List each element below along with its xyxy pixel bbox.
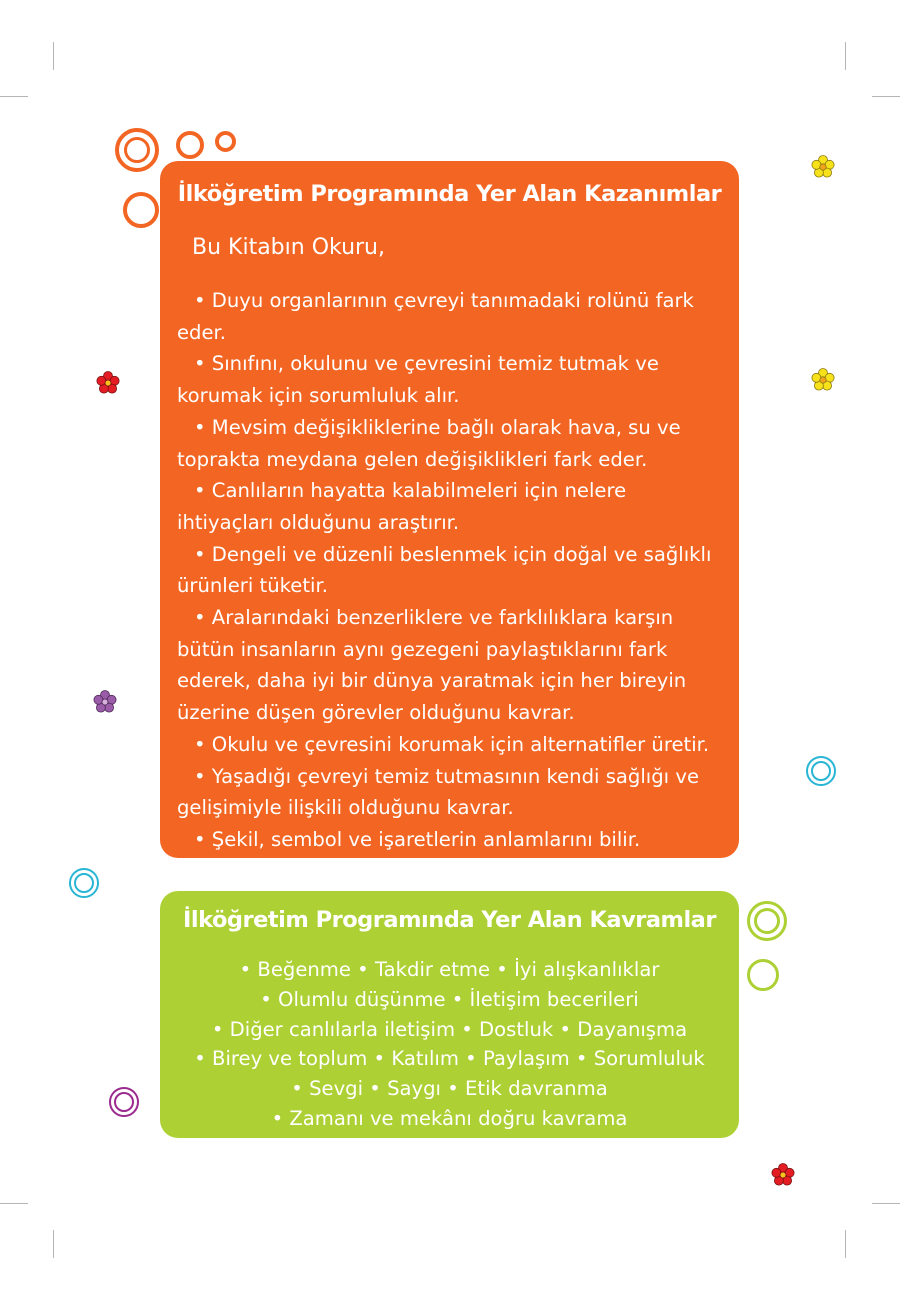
kazanimlar-list bbox=[177, 285, 725, 856]
decorative-ring bbox=[811, 761, 831, 781]
list-item: • Aralarındaki benzerliklere ve farklılıklara karşın bütün insanların aynı gezegeni paylaştıklarını fark ederek, daha iyi bir dünya yaratmak için her bireyin üzerine düşen görevler olduğunu kavrar. bbox=[177, 602, 725, 729]
crop-mark bbox=[872, 96, 900, 97]
flower-icon bbox=[770, 1162, 796, 1188]
list-item: • Canlıların hayatta kalabilmeleri için nelere ihtiyaçları olduğunu araştırır. bbox=[177, 475, 725, 538]
crop-mark bbox=[53, 42, 54, 70]
decorative-ring bbox=[215, 131, 236, 152]
kazanimlar-title: İlköğretim Programında Yer Alan Kazanımlar bbox=[177, 181, 722, 207]
crop-mark bbox=[0, 1203, 28, 1204]
decorative-ring bbox=[123, 192, 159, 228]
decorative-ring bbox=[754, 908, 780, 934]
decorative-ring bbox=[114, 1092, 134, 1112]
crop-mark bbox=[53, 1230, 54, 1258]
list-item: • Okulu ve çevresini korumak için alternatifler üretir. bbox=[177, 729, 725, 761]
kazanimlar-panel bbox=[160, 161, 739, 858]
list-item: • Yaşadığı çevreyi temiz tutmasının kendi sağlığı ve gelişimiyle ilişkili olduğunu kavrar. bbox=[177, 761, 725, 824]
decorative-ring bbox=[747, 959, 779, 991]
decorative-ring bbox=[124, 137, 150, 163]
decorative-ring bbox=[74, 873, 94, 893]
reader-intro: Bu Kitabın Okuru, bbox=[192, 235, 385, 260]
list-item: • Sınıfını, okulunu ve çevresini temiz tutmak ve korumak için sorumluluk alır. bbox=[177, 348, 725, 411]
kavramlar-list bbox=[160, 955, 739, 1134]
flower-icon bbox=[95, 370, 121, 396]
list-item: • Duyu organlarının çevreyi tanımadaki rolünü fark eder. bbox=[177, 285, 725, 348]
list-item: • Şekil, sembol ve işaretlerin anlamlarını bilir. bbox=[177, 824, 725, 856]
list-item: • Diğer canlılarla iletişim • Dostluk • Dayanışma bbox=[211, 1017, 688, 1041]
list-item: • Birey ve toplum • Katılım • Paylaşım • Sorumluluk bbox=[194, 1047, 705, 1071]
list-item: • Zamanı ve mekânı doğru kavrama bbox=[271, 1106, 628, 1130]
crop-mark bbox=[0, 96, 28, 97]
decorative-ring bbox=[176, 131, 204, 159]
list-item: • Beğenme • Takdir etme • İyi alışkanlıklar bbox=[239, 958, 660, 981]
crop-mark bbox=[872, 1203, 900, 1204]
flower-icon bbox=[810, 154, 836, 180]
crop-mark bbox=[845, 42, 846, 70]
flower-icon bbox=[810, 367, 836, 393]
kavramlar-panel bbox=[160, 891, 739, 1138]
list-item: • Mevsim değişikliklerine bağlı olarak hava, su ve toprakta meydana gelen değişiklikleri fark eder. bbox=[177, 412, 725, 475]
list-item: • Dengeli ve düzenli beslenmek için doğal ve sağlıklı ürünleri tüketir. bbox=[177, 539, 725, 602]
kavramlar-title: İlköğretim Programında Yer Alan Kavramlar bbox=[183, 907, 716, 933]
crop-mark bbox=[845, 1230, 846, 1258]
list-item: • Sevgi • Saygı • Etik davranma bbox=[291, 1077, 608, 1101]
flower-icon bbox=[92, 689, 118, 715]
list-item: • Olumlu düşünme • İletişim becerileri bbox=[260, 987, 639, 1011]
